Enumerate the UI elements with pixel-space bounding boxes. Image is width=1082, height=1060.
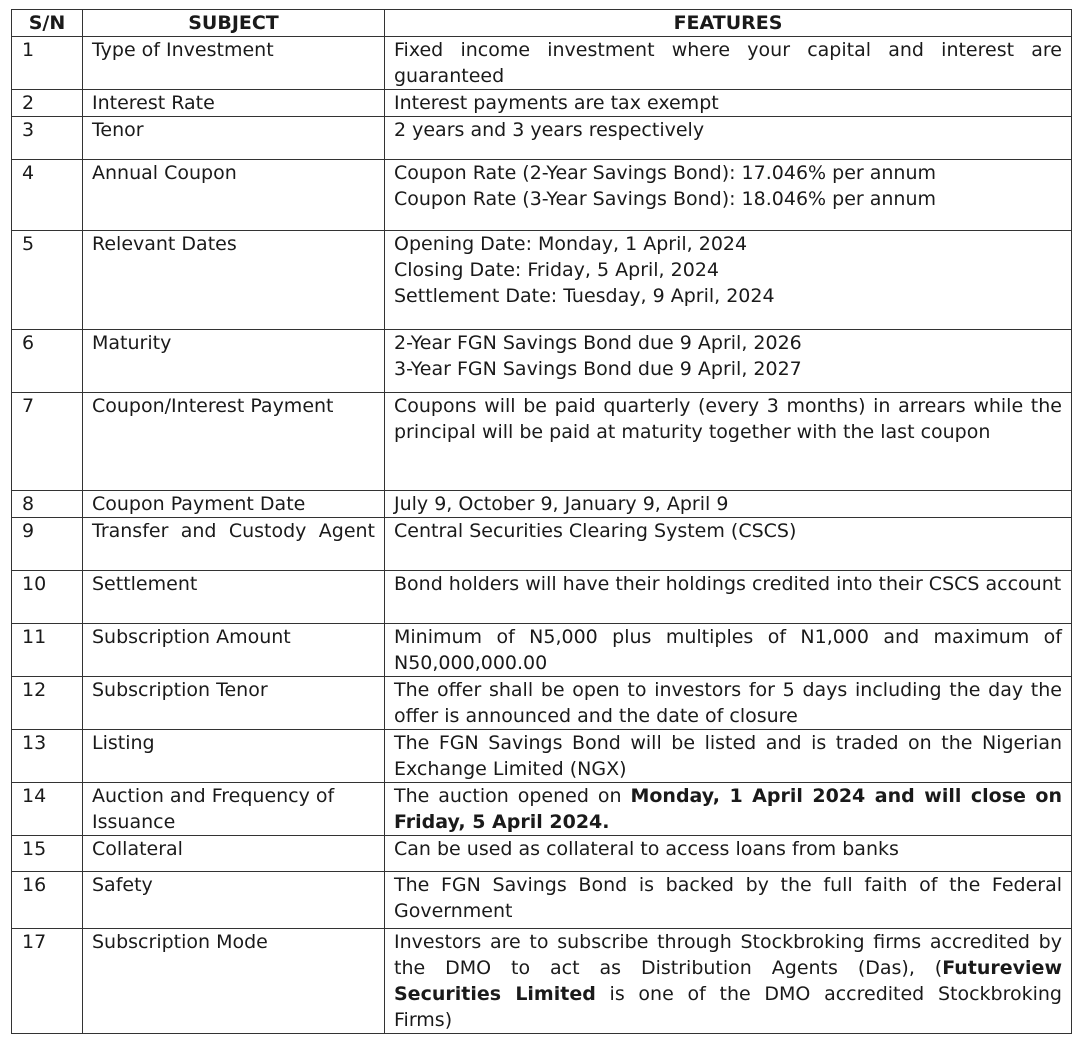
- header-features: FEATURES: [385, 10, 1072, 37]
- row-subject: Subscription Mode: [83, 929, 385, 1034]
- table-row: [12, 37, 1072, 90]
- row-features: [385, 929, 1072, 1034]
- feature-text: Investors are to subscribe through Stockbroking firms accredited by the DMO to act as Distribution Agents (Das), (: [394, 931, 1062, 979]
- row-features: [385, 330, 1072, 393]
- row-sn: 9: [12, 518, 83, 571]
- feature-text: is one of the DMO accredited Stockbroking Firms): [394, 983, 1062, 1031]
- row-subject: Settlement: [83, 571, 385, 624]
- row-sn: 12: [12, 677, 83, 730]
- feature-line: Coupon Rate (2-Year Savings Bond): 17.046% per annum: [394, 162, 937, 184]
- row-subject: Coupon Payment Date: [83, 491, 385, 518]
- row-subject: Type of Investment: [83, 37, 385, 90]
- table-row: [12, 571, 1072, 624]
- row-subject: Collateral: [83, 836, 385, 872]
- row-subject: Relevant Dates: [83, 231, 385, 330]
- row-subject: Listing: [83, 730, 385, 783]
- row-subject: Maturity: [83, 330, 385, 393]
- bond-features-table: [11, 9, 1072, 1034]
- row-sn: 2: [12, 90, 83, 117]
- row-features: Bond holders will have their holdings credited into their CSCS account: [385, 571, 1072, 624]
- row-sn: 10: [12, 571, 83, 624]
- table-row: [12, 836, 1072, 872]
- table-row: [12, 518, 1072, 571]
- row-sn: 13: [12, 730, 83, 783]
- row-sn: 14: [12, 783, 83, 836]
- table-row: [12, 160, 1072, 231]
- table-row: [12, 783, 1072, 836]
- row-sn: 5: [12, 231, 83, 330]
- row-features: Interest payments are tax exempt: [385, 90, 1072, 117]
- table-row: [12, 393, 1072, 491]
- header-subject: SUBJECT: [83, 10, 385, 37]
- row-sn: 7: [12, 393, 83, 491]
- feature-line: 2-Year FGN Savings Bond due 9 April, 2026: [394, 332, 802, 354]
- table-row: [12, 677, 1072, 730]
- table-row: [12, 330, 1072, 393]
- row-subject: Coupon/Interest Payment: [83, 393, 385, 491]
- header-row: [12, 10, 1072, 37]
- row-sn: 11: [12, 624, 83, 677]
- row-features: July 9, October 9, January 9, April 9: [385, 491, 1072, 518]
- feature-line: Opening Date: Monday, 1 April, 2024: [394, 233, 748, 255]
- row-features: The offer shall be open to investors for 5 days including the day the offer is announced and the date of closure: [385, 677, 1072, 730]
- table-row: [12, 491, 1072, 518]
- feature-line: Settlement Date: Tuesday, 9 April, 2024: [394, 285, 775, 307]
- row-sn: 15: [12, 836, 83, 872]
- feature-text: The auction opened on: [394, 785, 631, 807]
- row-features: The FGN Savings Bond is backed by the full faith of the Federal Government: [385, 872, 1072, 929]
- table-row: [12, 117, 1072, 160]
- feature-bold-text: Monday, 1 April 2024 and will close on Friday, 5 April 2024.: [394, 785, 1062, 833]
- row-sn: 1: [12, 37, 83, 90]
- row-subject: Tenor: [83, 117, 385, 160]
- table-row: [12, 929, 1072, 1034]
- table-row: [12, 872, 1072, 929]
- row-sn: 8: [12, 491, 83, 518]
- row-features: [385, 231, 1072, 330]
- row-sn: 6: [12, 330, 83, 393]
- row-features: [385, 783, 1072, 836]
- row-features: Fixed income investment where your capital and interest are guaranteed: [385, 37, 1072, 90]
- row-subject: Interest Rate: [83, 90, 385, 117]
- row-sn: 3: [12, 117, 83, 160]
- row-features: [385, 160, 1072, 231]
- table-row: [12, 231, 1072, 330]
- row-features: Minimum of N5,000 plus multiples of N1,000 and maximum of N50,000,000.00: [385, 624, 1072, 677]
- row-features: Coupons will be paid quarterly (every 3 months) in arrears while the principal will be paid at maturity together with the last coupon: [385, 393, 1072, 491]
- feature-bold-text: Futureview Securities Limited: [394, 957, 1062, 1005]
- row-subject: Safety: [83, 872, 385, 929]
- row-features: The FGN Savings Bond will be listed and is traded on the Nigerian Exchange Limited (NGX): [385, 730, 1072, 783]
- row-sn: 16: [12, 872, 83, 929]
- row-subject: Subscription Amount: [83, 624, 385, 677]
- table-row: [12, 624, 1072, 677]
- row-subject: Subscription Tenor: [83, 677, 385, 730]
- row-subject: Auction and Frequency of Issuance: [83, 783, 385, 836]
- table-row: [12, 730, 1072, 783]
- feature-line: Coupon Rate (3-Year Savings Bond): 18.046% per annum: [394, 188, 937, 210]
- row-subject: Transfer and Custody Agent: [83, 518, 385, 571]
- feature-line: 3-Year FGN Savings Bond due 9 April, 2027: [394, 358, 802, 380]
- row-subject: Annual Coupon: [83, 160, 385, 231]
- header-sn: S/N: [12, 10, 83, 37]
- row-features: Can be used as collateral to access loans from banks: [385, 836, 1072, 872]
- row-features: 2 years and 3 years respectively: [385, 117, 1072, 160]
- feature-line: Closing Date: Friday, 5 April, 2024: [394, 259, 719, 281]
- row-features: Central Securities Clearing System (CSCS): [385, 518, 1072, 571]
- row-sn: 17: [12, 929, 83, 1034]
- row-sn: 4: [12, 160, 83, 231]
- table-row: [12, 90, 1072, 117]
